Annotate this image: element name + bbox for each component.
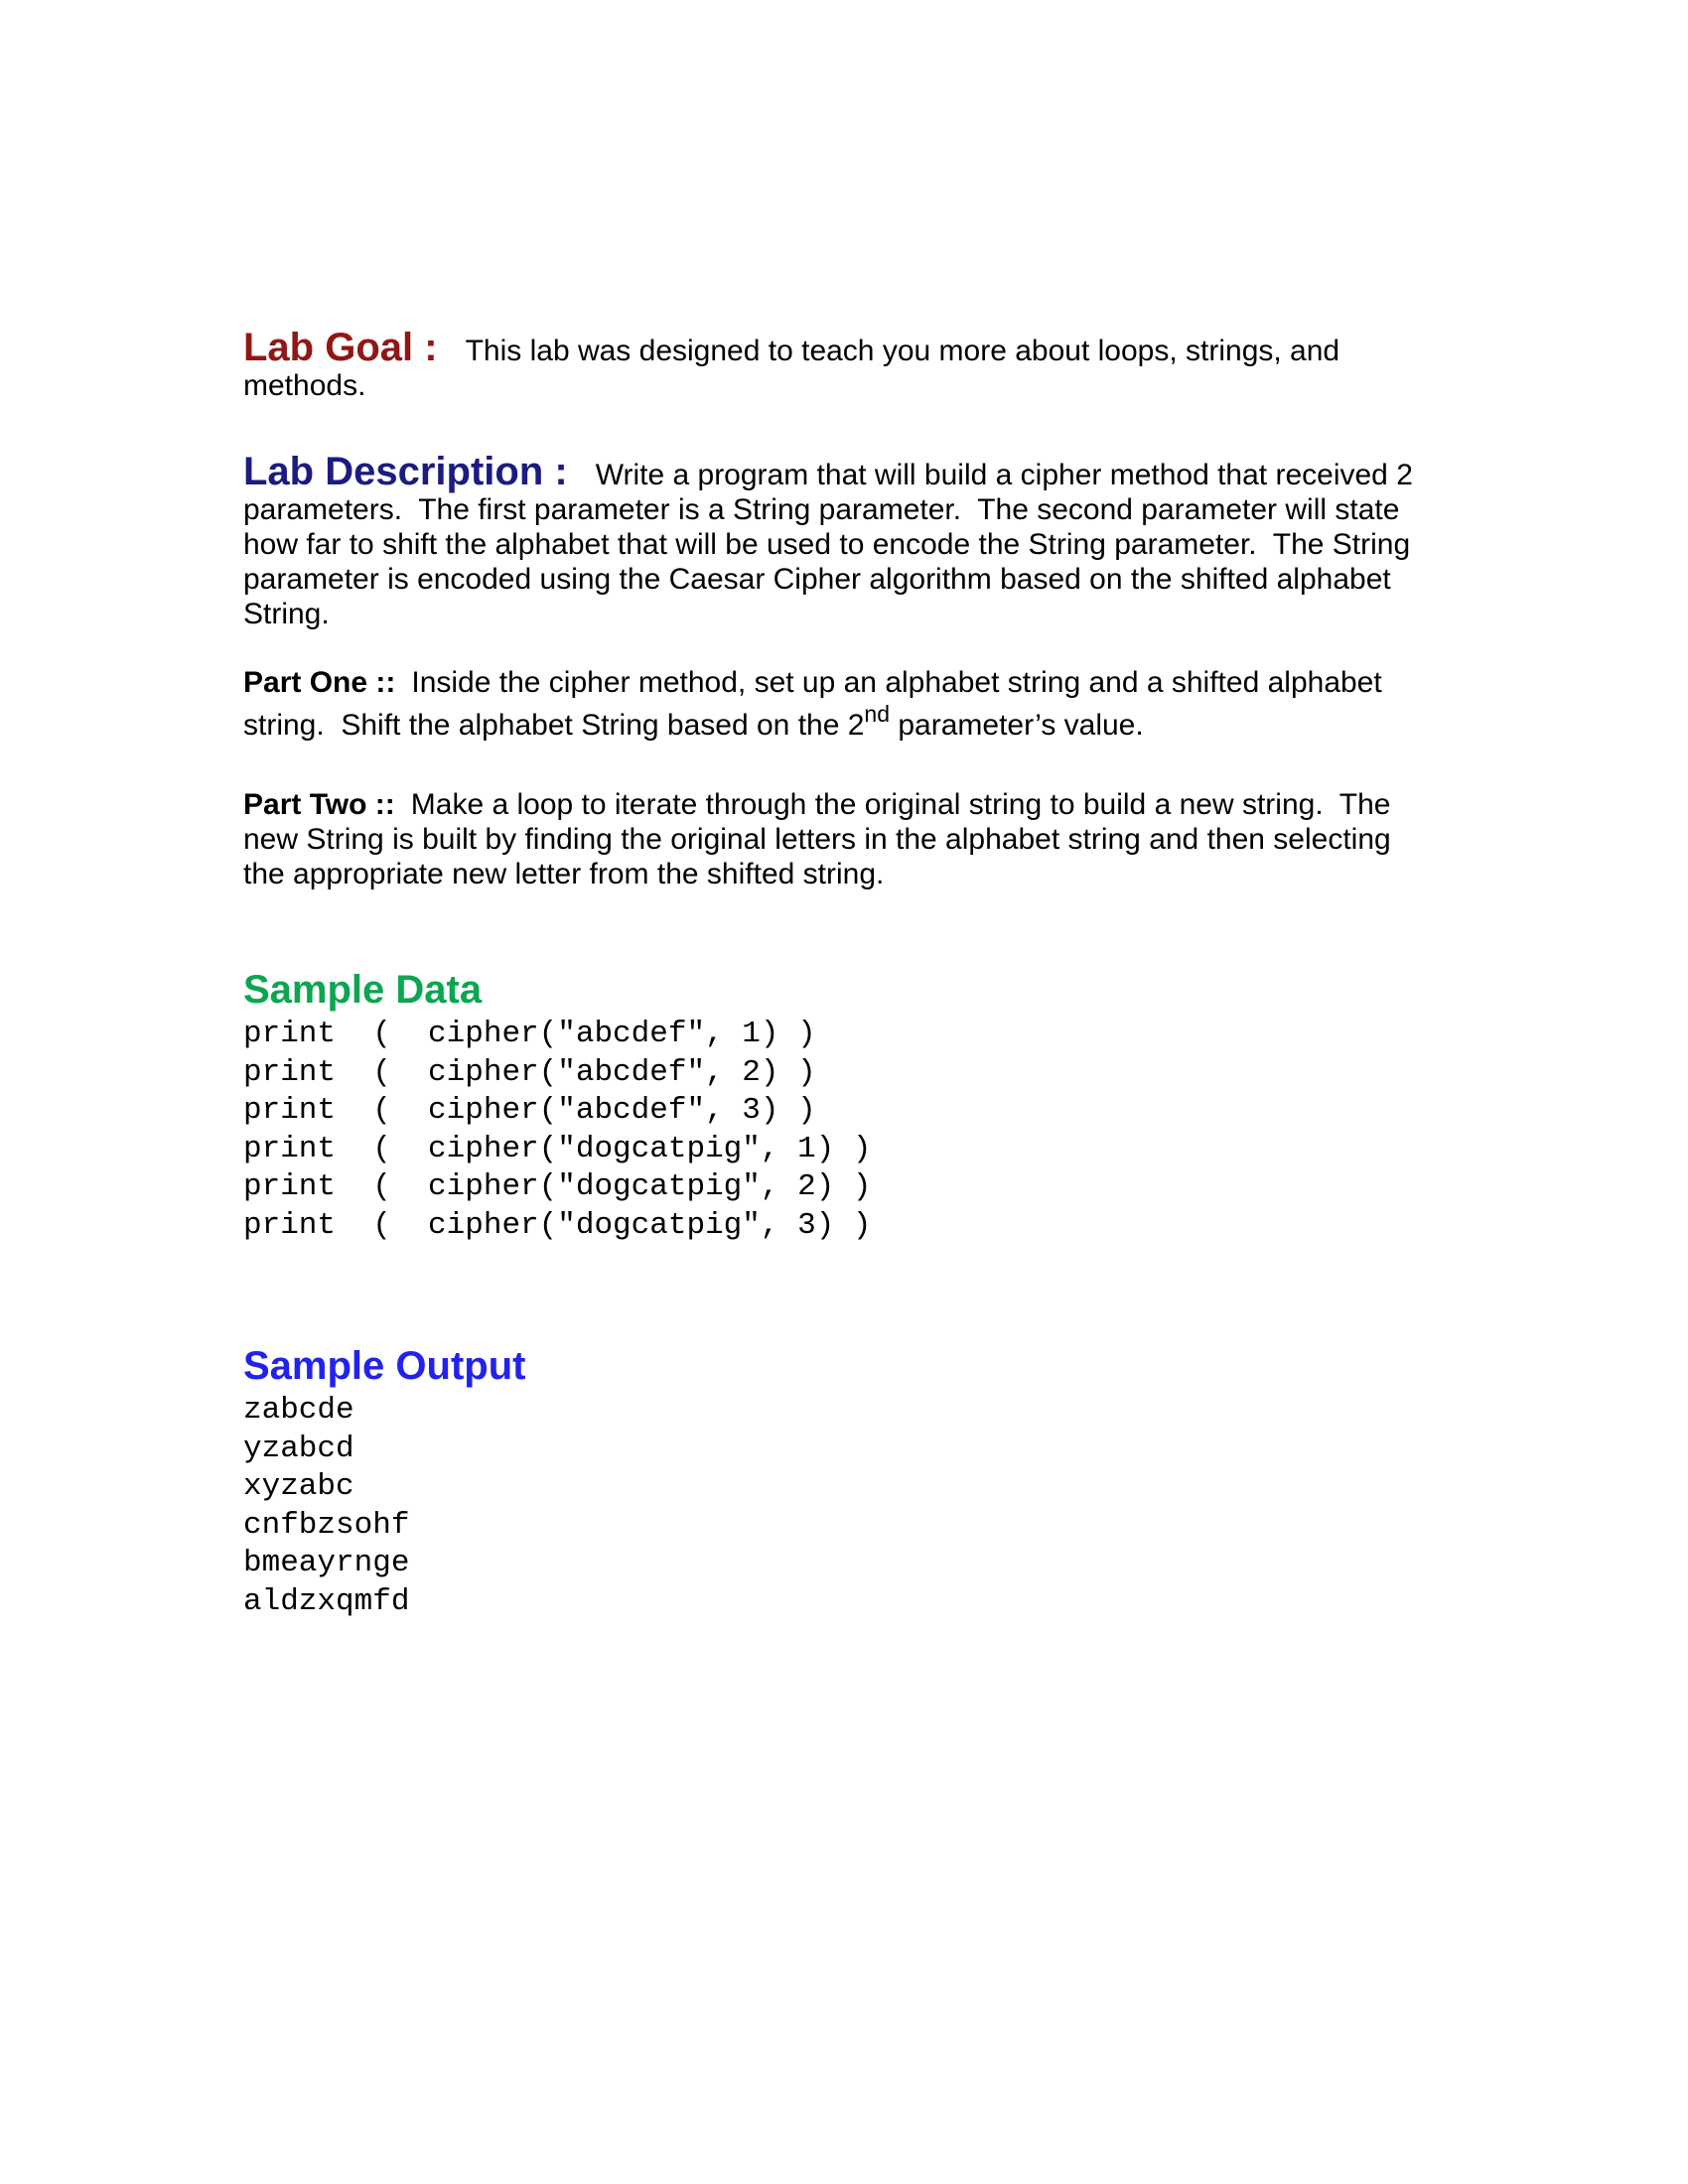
lab-description-line-2: parameters. The first parameter is a String parameter. The second parameter will state	[243, 493, 1400, 526]
code-line: print ( cipher("dogcatpig", 1) )	[243, 1131, 872, 1166]
lab-description-line-4: parameter is encoded using the Caesar Cipher algorithm based on the shifted alphabet	[243, 563, 1391, 596]
lab-description-line-5: String.	[243, 598, 330, 630]
output-line: yzabcd	[243, 1431, 354, 1466]
part-one-text-2a: string. Shift the alphabet String based on the 2	[243, 709, 865, 742]
lab-description-line-1	[243, 450, 1460, 493]
part-two-line-3: the appropriate new letter from the shifted string.	[243, 858, 885, 890]
lab-goal-line-2: methods.	[243, 369, 366, 402]
section-lab-description	[243, 450, 1460, 631]
lab-description-heading: Lab Description :	[243, 450, 568, 493]
section-part-one	[243, 665, 1460, 745]
sample-output-block	[243, 1392, 1460, 1621]
part-one-text-2b: parameter’s value.	[890, 709, 1144, 742]
part-two-line-2: new String is built by finding the original letters in the alphabet string and then selecting	[243, 823, 1391, 856]
part-one-text-1: Inside the cipher method, set up an alphabet string and a shifted alphabet	[411, 666, 1382, 699]
code-line: print ( cipher("dogcatpig", 2) )	[243, 1169, 872, 1204]
lab-goal-text-1: This lab was designed to teach you more about loops, strings, and	[465, 335, 1340, 367]
code-line: print ( cipher("dogcatpig", 3) )	[243, 1207, 872, 1243]
part-one-line-2	[243, 700, 1460, 745]
lab-description-line-3: how far to shift the alphabet that will be used to encode the String parameter. The String	[243, 528, 1411, 561]
code-line: print ( cipher("abcdef", 2) )	[243, 1054, 816, 1090]
part-two-text-1: Make a loop to iterate through the original string to build a new string. The	[410, 788, 1391, 821]
output-line: xyzabc	[243, 1469, 354, 1504]
output-line: aldzxqmfd	[243, 1583, 410, 1619]
sample-output-heading: Sample Output	[243, 1344, 526, 1388]
output-line: zabcde	[243, 1393, 354, 1428]
lab-description-text-1: Write a program that will build a cipher method that received 2	[595, 459, 1413, 491]
part-one-line-1	[243, 665, 1460, 700]
lab-goal-heading: Lab Goal :	[243, 326, 438, 369]
part-two-heading: Part Two ::	[243, 788, 395, 821]
code-line: print ( cipher("abcdef", 3) )	[243, 1093, 816, 1128]
output-line: cnfbzsohf	[243, 1507, 410, 1543]
section-sample-output	[243, 1342, 1460, 1621]
section-lab-goal	[243, 326, 1460, 403]
lab-goal-line-1	[243, 326, 1460, 369]
part-one-superscript: nd	[864, 701, 891, 727]
output-line: bmeayrnge	[243, 1546, 410, 1580]
sample-data-heading: Sample Data	[243, 968, 483, 1012]
part-two-line-1	[243, 787, 1460, 822]
sample-data-code-block	[243, 1016, 1460, 1245]
section-sample-data	[243, 966, 1460, 1245]
part-one-heading: Part One ::	[243, 666, 396, 699]
code-line: print ( cipher("abcdef", 1) )	[243, 1017, 816, 1051]
section-part-two	[243, 787, 1460, 891]
